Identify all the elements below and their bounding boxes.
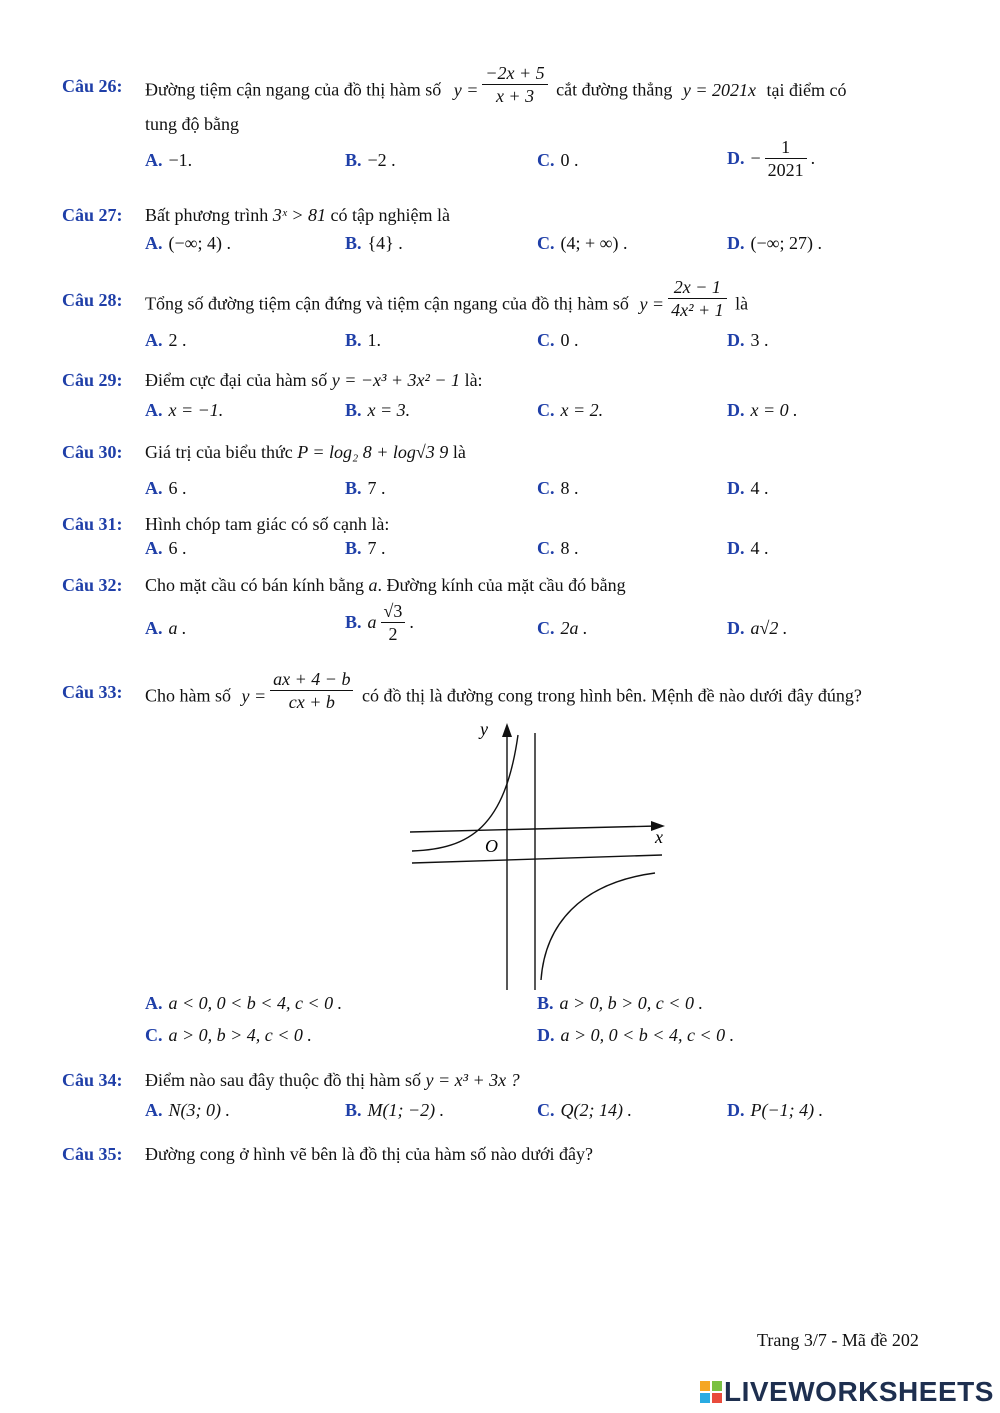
option-b[interactable]: B. M(1; −2) . [345,1100,445,1120]
option-a[interactable]: A. 6 . [145,538,187,558]
fraction: $\frac{1}{2021}$ [765,136,807,181]
logo-icon [700,1381,722,1403]
option-c[interactable]: C. 0 . [537,330,579,350]
option-d[interactable]: D. (−∞; 27) . [727,233,822,253]
x-axis-label: x [655,827,663,847]
option-a[interactable]: A. −1. [145,150,193,170]
option-b[interactable]: B. {4} . [345,233,403,253]
option-d[interactable]: D. a√2 . [727,618,788,638]
option-c[interactable]: C. 0 . [537,150,579,170]
option-a[interactable]: A. x = −1. [145,400,224,420]
option-c[interactable]: C. (4; + ∞) . [537,233,628,253]
option-d[interactable]: D. x = 0 . [727,400,798,420]
option-a[interactable]: A. a < 0, 0 < b < 4, c < 0 . [145,993,343,1013]
right-branch [541,873,655,980]
option-c[interactable]: C. x = 2. [537,400,604,420]
option-c[interactable]: C. 8 . [537,478,579,498]
option-a[interactable]: A. a . [145,618,187,638]
option-d[interactable]: D. 4 . [727,478,769,498]
option-a[interactable]: A. 2 . [145,330,187,350]
liveworksheets-logo: LIVEWORKSHEETS [700,1376,994,1408]
option-b[interactable]: B. 7 . [345,538,386,558]
question-number: Câu 31: [62,514,123,534]
question-text: Tổng số đường tiệm cận đứng và tiệm cận ngang của đồ thị hàm số y = $\frac{2x - 1}{\text{4x² + 1}}$ là [145,277,749,320]
fraction: $\frac{2x - 1}{\text{4x² + 1}}$ [668,276,727,321]
option-c[interactable]: C. a > 0, b > 4, c < 0 . [145,1025,312,1045]
question-text: Đường cong ở hình vẽ bên là đồ thị của hàm số nào dưới đây? [145,1144,593,1164]
question-number: Câu 33: [62,682,123,702]
question-text: Đường tiệm cận ngang của đồ thị hàm số y = $\frac{-2x + 5}{x + 3}$ cắt đường thẳng y = 2021x tại điểm có [145,63,847,106]
y-axis-label: y [480,719,488,739]
option-d[interactable]: D. a > 0, 0 < b < 4, c < 0 . [537,1025,735,1045]
x-axis [410,826,657,832]
fraction: $\frac{-2x + 5}{x + 3}$ [482,62,547,107]
fraction: $\frac{ax + 4 - b}{cx + b}$ [270,668,353,713]
question-number: Câu 30: [62,442,123,462]
option-b[interactable]: B. 1. [345,330,382,350]
fraction: $\frac{√3}{2}$ [381,600,406,645]
option-d[interactable]: D. 4 . [727,538,769,558]
question-text: Cho hàm số y = $\frac{ax + 4 - b}{cx + b}$ có đồ thị là đường cong trong hình bên. Mệnh đề nào dưới đây đúng? [145,669,862,712]
question-number: Câu 29: [62,370,123,390]
question-text: Hình chóp tam giác có số cạnh là: [145,514,390,534]
question-text: Giá trị của biểu thức P = log₂ 8 + log√3 9 là [145,442,466,462]
question-number: Câu 27: [62,205,123,225]
question-number: Câu 26: [62,76,123,96]
option-a[interactable]: A. 6 . [145,478,187,498]
left-branch [412,735,518,851]
question-number: Câu 28: [62,290,123,310]
question-text: Cho mặt cầu có bán kính bằng a. Đường kính của mặt cầu đó bằng [145,575,626,595]
hyperbola-graph [400,715,680,995]
question-text: Điểm nào sau đây thuộc đồ thị hàm số y = x³ + 3x ? [145,1070,520,1090]
option-c[interactable]: C. 8 . [537,538,579,558]
option-d[interactable]: D. 3 . [727,330,769,350]
origin-label: O [485,836,498,856]
option-b[interactable]: B. −2 . [345,150,396,170]
option-d[interactable]: D. − $\frac{1}{2021}$ . [727,137,816,180]
option-b[interactable]: B. a $\frac{√3}{2}$ . [345,601,414,644]
option-a[interactable]: A. (−∞; 4) . [145,233,231,253]
option-b[interactable]: B. a > 0, b > 0, c < 0 . [537,993,703,1013]
option-b[interactable]: B. x = 3. [345,400,411,420]
question-number: Câu 34: [62,1070,123,1090]
question-text: Bất phương trình 3ˣ > 81 có tập nghiệm là [145,205,450,225]
option-d[interactable]: D. P(−1; 4) . [727,1100,824,1120]
question-text: Điểm cực đại của hàm số y = −x³ + 3x² − 1 là: [145,370,483,390]
option-a[interactable]: A. N(3; 0) . [145,1100,230,1120]
page-footer: Trang 3/7 - Mã đề 202 [757,1330,919,1350]
option-c[interactable]: C. 2a . [537,618,588,638]
option-b[interactable]: B. 7 . [345,478,386,498]
y-axis-arrow [502,723,512,737]
question-number: Câu 35: [62,1144,123,1164]
horizontal-asymptote [412,855,662,863]
question-number: Câu 32: [62,575,123,595]
option-c[interactable]: C. Q(2; 14) . [537,1100,632,1120]
